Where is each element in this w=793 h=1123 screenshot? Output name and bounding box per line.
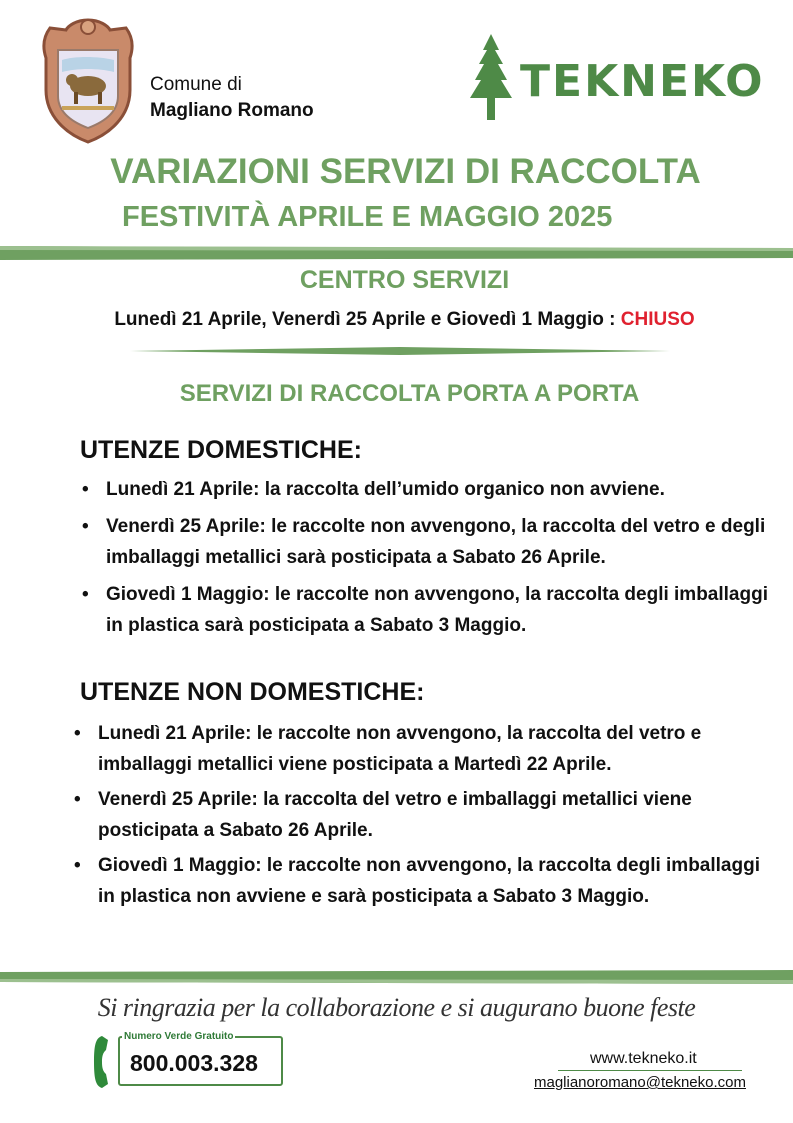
email-link[interactable]: maglianoromano@tekneko.com xyxy=(534,1074,746,1091)
phone-label: Numero Verde Gratuito xyxy=(124,1031,234,1042)
comune-label: Comune di xyxy=(150,74,242,95)
bullet-icon: • xyxy=(82,516,89,537)
closed-status: CHIUSO xyxy=(620,309,695,330)
porta-a-porta-title: SERVIZI DI RACCOLTA PORTA A PORTA xyxy=(179,380,640,407)
phone-handset-icon xyxy=(92,1034,116,1090)
list-item: • Giovedì 1 Maggio: le raccolte non avvengono, la raccolta degli imballaggi in plastica sarà posticipata a Sabato 3 Maggio. xyxy=(82,579,772,641)
municipal-crest-icon xyxy=(38,16,138,146)
thanks-message: Si ringrazia per la collaborazione e si augurano buone feste xyxy=(97,993,696,1022)
domestiche-list xyxy=(82,474,772,647)
section-divider xyxy=(130,346,670,356)
list-item: • Venerdì 25 Aprile: la raccolta del vetro e imballaggi metallici viene posticipata a Sabato 26 Aprile. xyxy=(74,784,774,846)
footer-divider xyxy=(0,970,793,984)
domestiche-heading: UTENZE DOMESTICHE: xyxy=(80,436,362,464)
website-link[interactable]: www.tekneko.it xyxy=(590,1050,697,1067)
bullet-icon: • xyxy=(74,789,81,810)
bullet-icon: • xyxy=(82,584,89,605)
non-domestiche-heading: UTENZE NON DOMESTICHE: xyxy=(80,678,425,706)
list-item: • Lunedì 21 Aprile: la raccolta dell’umido organico non avviene. xyxy=(82,474,772,505)
page-subtitle: FESTIVITÀ APRILE E MAGGIO 2025 xyxy=(122,201,613,233)
list-item: • Lunedì 21 Aprile: le raccolte non avvengono, la raccolta del vetro e imballaggi metallici viene posticipata a Martedì 22 Aprile. xyxy=(74,718,774,780)
bullet-icon: • xyxy=(74,723,81,744)
bullet-icon: • xyxy=(82,479,89,500)
comune-name: Magliano Romano xyxy=(150,100,314,121)
brand-logo-text: TEKNEKO xyxy=(520,56,765,107)
website-underline xyxy=(558,1070,742,1071)
list-item: • Giovedì 1 Maggio: le raccolte non avvengono, la raccolta degli imballaggi in plastica non avviene e sarà posticipata a Sabato 3 Maggio. xyxy=(74,850,774,912)
non-domestiche-list xyxy=(74,718,774,916)
centro-servizi-dates-text: Lunedì 21 Aprile, Venerdì 25 Aprile e Giovedì 1 Maggio : xyxy=(114,309,621,330)
header-divider xyxy=(0,246,793,260)
list-item: • Venerdì 25 Aprile: le raccolte non avvengono, la raccolta del vetro e degli imballaggi metallici sarà posticipata a Sabato 26 Aprile. xyxy=(82,511,772,573)
page-title: VARIAZIONI SERVIZI DI RACCOLTA xyxy=(110,152,701,191)
phone-number[interactable]: 800.003.328 xyxy=(130,1050,258,1076)
centro-servizi-title: CENTRO SERVIZI xyxy=(299,266,510,294)
fir-tree-icon xyxy=(466,32,516,124)
centro-servizi-dates xyxy=(0,309,793,331)
bullet-icon: • xyxy=(74,855,81,876)
